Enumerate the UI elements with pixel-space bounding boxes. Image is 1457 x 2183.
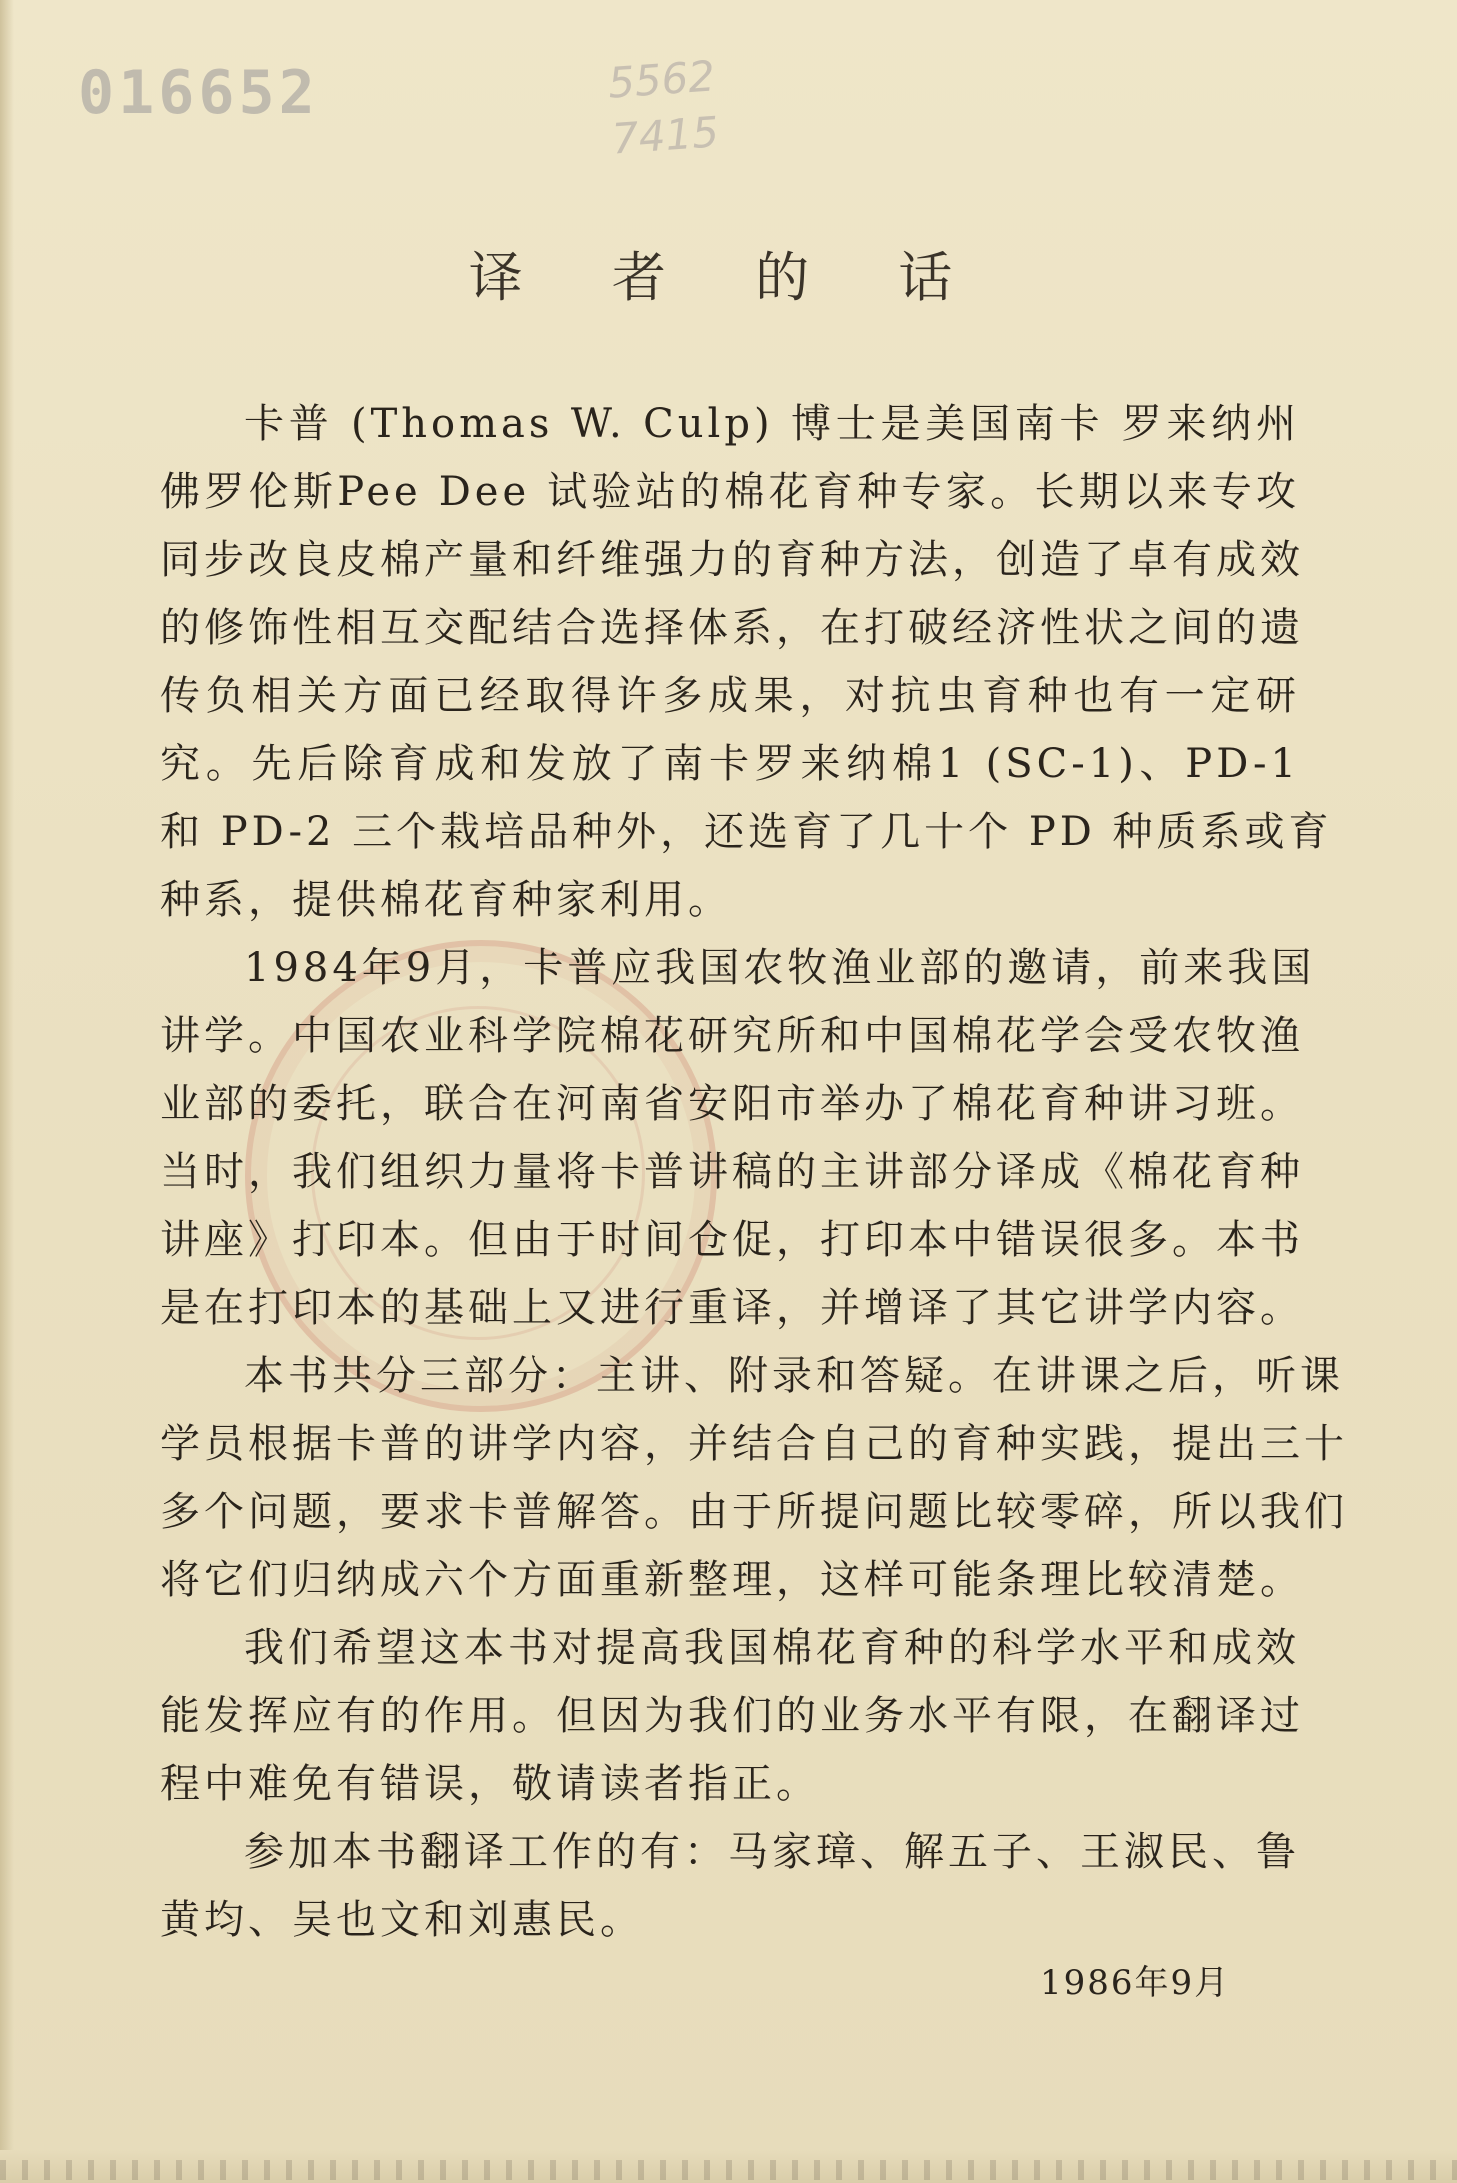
paragraph — [160, 1818, 1300, 1954]
text-line: 传负相关方面已经取得许多成果，对抗虫育种也有一定研 — [160, 673, 1300, 719]
paragraph — [160, 934, 1316, 1342]
text-line: 1984年9月，卡普应我国农牧渔业部的邀请，前来我国 — [244, 945, 1316, 991]
archive-number-stamp: 016652 — [78, 58, 319, 128]
text-line: 我们希望这本书对提高我国棉花育种的科学水平和成效 — [244, 1625, 1300, 1671]
text-line: 黄均、吴也文和刘惠民。 — [160, 1897, 644, 1943]
paragraph — [160, 390, 1333, 934]
text-line: 种系，提供棉花育种家利用。 — [160, 877, 732, 923]
text-line: 究。先后除育成和发放了南卡罗来纳棉1 (SC-1)、PD-1 — [160, 741, 1300, 787]
text-line: 多个问题，要求卡普解答。由于所提问题比较零碎，所以我们 — [160, 1489, 1348, 1535]
text-line: 参加本书翻译工作的有：马家璋、解五子、王淑民、鲁 — [244, 1829, 1300, 1875]
signature-date: 1986年9月 — [1040, 1963, 1231, 2003]
pencil-annotation-line: 5562 — [606, 51, 717, 108]
text-line: 程中难免有错误，敬请读者指正。 — [160, 1761, 820, 1807]
paragraph — [160, 1342, 1348, 1614]
text-line: 和 PD-2 三个栽培品种外，还选育了几十个 PD 种质系或育 — [160, 809, 1333, 855]
pencil-annotation — [606, 48, 720, 167]
text-line: 卡普 (Thomas W. Culp) 博士是美国南卡 罗来纳州 — [244, 401, 1300, 447]
text-line: 的修饰性相互交配结合选择体系，在打破经济性状之间的遗 — [160, 605, 1304, 651]
text-line: 是在打印本的基础上又进行重译，并增译了其它讲学内容。 — [160, 1285, 1304, 1331]
pencil-annotation-line: 7415 — [610, 107, 721, 164]
text-line: 学员根据卡普的讲学内容，并结合自己的育种实践，提出三十 — [160, 1421, 1348, 1467]
text-line: 讲学。中国农业科学院棉花研究所和中国棉花学会受农牧渔 — [160, 1013, 1304, 1059]
page-title: 译 者 的 话 — [468, 246, 989, 309]
text-line: 将它们归纳成六个方面重新整理，这样可能条理比较清楚。 — [160, 1557, 1304, 1603]
text-line: 同步改良皮棉产量和纤维强力的育种方法，创造了卓有成效 — [160, 537, 1304, 583]
text-line: 讲座》打印本。但由于时间仓促，打印本中错误很多。本书 — [160, 1217, 1304, 1263]
text-line: 当时，我们组织力量将卡普讲稿的主讲部分译成《棉花育种 — [160, 1149, 1304, 1195]
paragraph — [160, 1614, 1304, 1818]
text-line: 本书共分三部分：主讲、附录和答疑。在讲课之后，听课 — [244, 1353, 1344, 1399]
text-line: 佛罗伦斯Pee Dee 试验站的棉花育种专家。长期以来专攻 — [160, 469, 1300, 515]
text-line: 能发挥应有的作用。但因为我们的业务水平有限，在翻译过 — [160, 1693, 1304, 1739]
text-line: 业部的委托，联合在河南省安阳市举办了棉花育种讲习班。 — [160, 1081, 1304, 1127]
page-edge-shadow — [0, 0, 14, 2183]
bleed-through-marks — [0, 2160, 1457, 2180]
body-text — [160, 390, 1348, 1954]
